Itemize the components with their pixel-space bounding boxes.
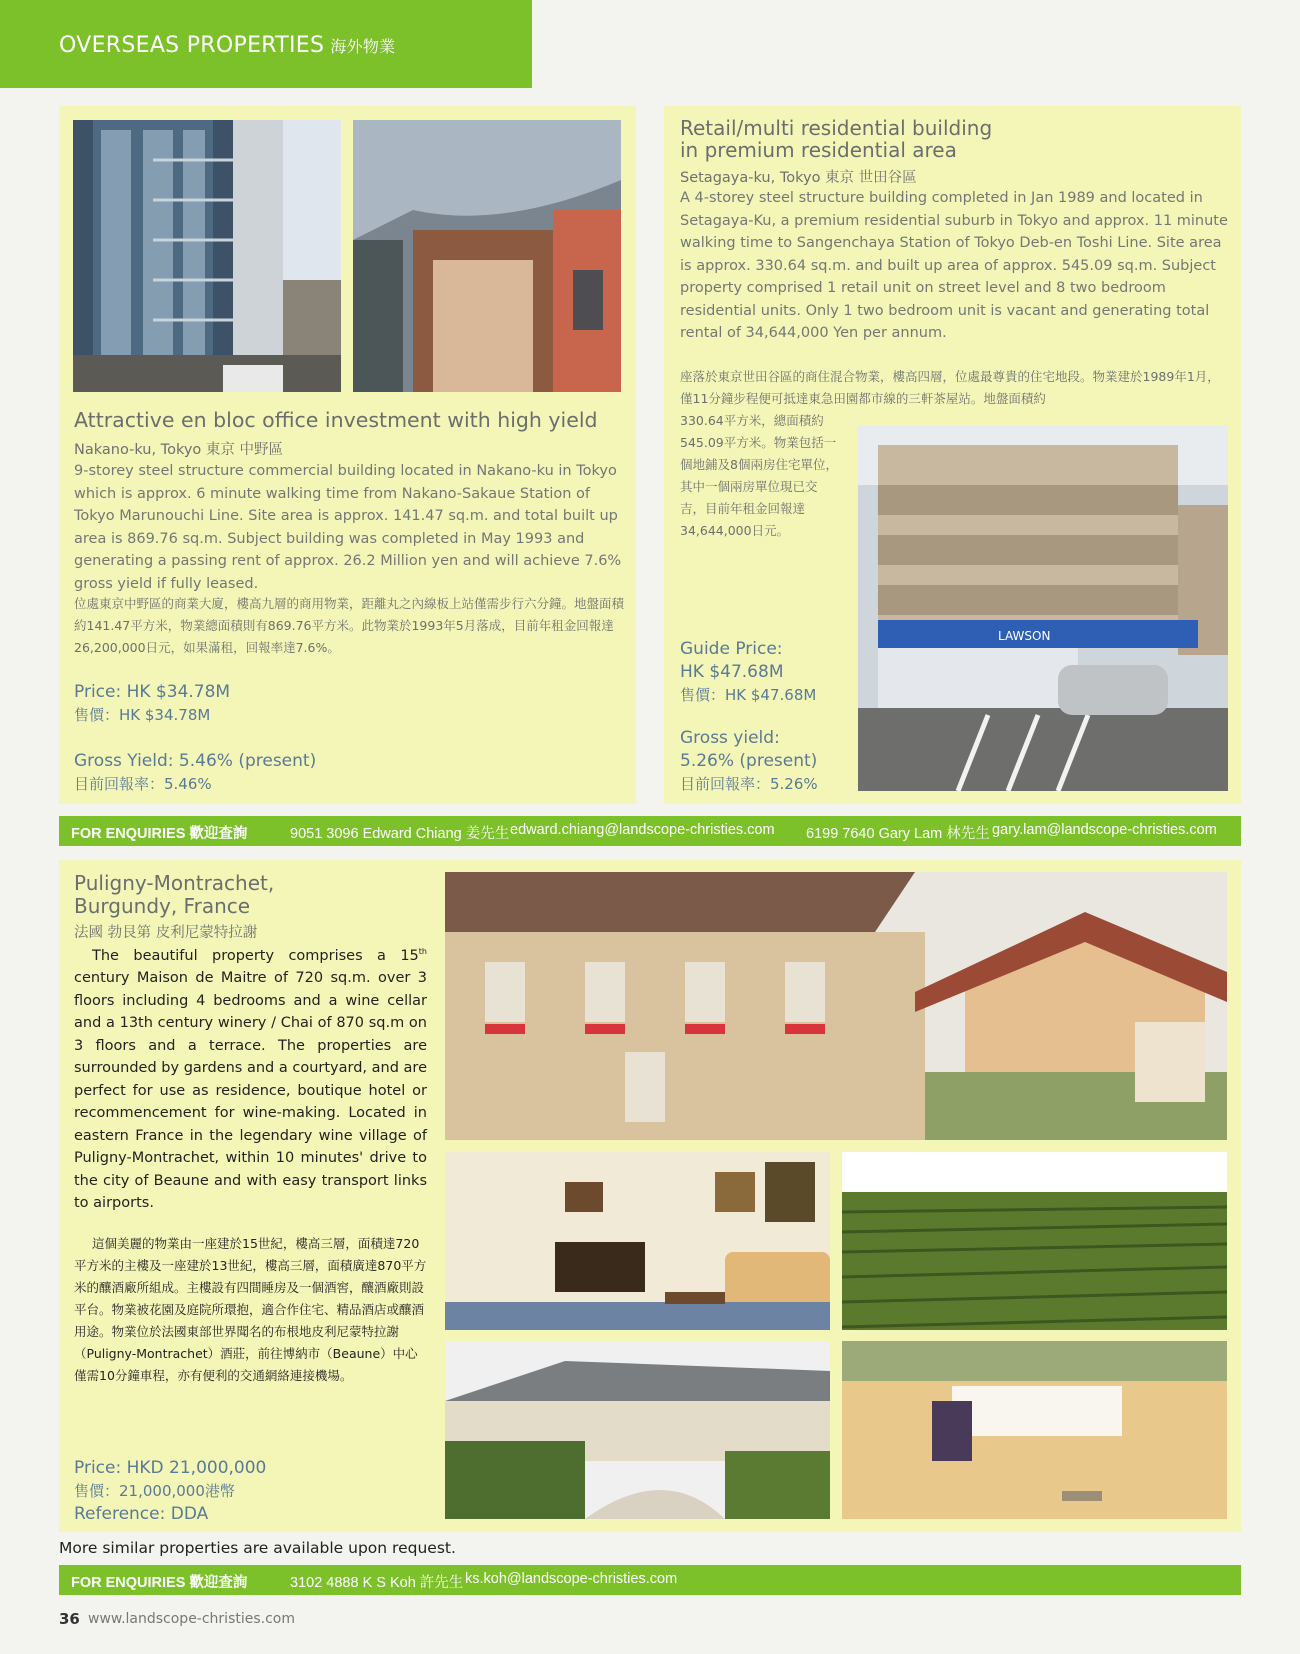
guide-price-zh: 售價：HK $47.68M [680, 686, 817, 704]
listing-description: The beautiful property comprises a 15th century Maison de Maitre of 720 sq.m. over 3 floors including 4 bedrooms and a wine cellar and a 13th century winery / Chai of 870 sq.m on 3 floors and a terrace. The properties are surrounded by gardens and a courtyard, and are perfect for use as residence, boutique hotel or recommencement for wine-making. Located in eastern France in the legendary wine village of Puligny-Montrachet, within 10 minutes' drive to the city of Beaune and with easy transport links to airports. [74, 947, 427, 1212]
contact-phone: 9051 3096 Edward Chiang 姜先生 [290, 826, 510, 842]
enquiry-bar-france [59, 1565, 1241, 1595]
courtyard-photo [445, 1341, 830, 1519]
listing-yield-zh: 目前回報率：5.46% [74, 775, 212, 793]
manor-house-photo [445, 872, 1227, 1140]
section-title-zh: 海外物業 [330, 37, 396, 56]
listing-title-line1: Puligny-Montrachet, [74, 871, 275, 895]
garden-table-photo [842, 1341, 1227, 1519]
listing-description: 9-storey steel structure commercial building located in Nakano-ku in Tokyo which is approx. 6 minute walking time from Nakano-Sakaue Station of Tokyo Marunouchi Line. Site area is approx. 141.47 sq.m. and total built up area is 869.76 sq.m. Subject building was completed in May 1993 and generating a passing rent of approx. 26.2 Million yen and will achieve 7.6% gross yield if fully leased. [74, 463, 622, 592]
section-title [59, 33, 395, 58]
enquiry-label: FOR ENQUIRIES 歡迎查詢 [71, 826, 248, 842]
contact-phone: 3102 4888 K S Koh 許先生 [290, 1575, 464, 1591]
more-properties-note: More similar properties are available upon request. [59, 1539, 456, 1557]
listing-title-line2: Burgundy, France [74, 894, 251, 918]
section-header [0, 0, 532, 88]
listing-title-line1: Retail/multi residential building [680, 116, 993, 140]
living-room-photo [445, 1152, 830, 1330]
enquiry-label: FOR ENQUIRIES 歡迎查詢 [71, 1575, 248, 1591]
website-link[interactable]: www.landscope-christies.com [88, 1611, 295, 1627]
listing-description-zh: 位處東京中野區的商業大廈，樓高九層的商用物業，距離丸之內線板上站僅需步行六分鐘。地盤面積約141.47平方米，物業總面積則有869.76平方米。此物業於1993年5月落成，目前年租金回報達26,200,000日元，如果滿租，回報率達7.6%。 [74, 596, 625, 655]
yield-label: Gross yield: [680, 728, 780, 748]
listing-yield-zh: 目前回報率：5.26% [680, 775, 818, 793]
office-tower-photo [73, 120, 341, 392]
listing-title [74, 872, 274, 918]
listing-description-zh: 座落於東京世田谷區的商住混合物業，樓高四層，位處最尊貴的住宅地段。物業建於1989年1月，僅11分鐘步程便可抵達東急田園都市線的三軒茶屋站。地盤面積約 [680, 369, 1220, 406]
contact-email-link[interactable]: edward.chiang@landscope-christies.com [510, 822, 775, 838]
store-sign-text: LAWSON [998, 629, 1051, 643]
listing-price: Price: HKD 21,000,000 [74, 1458, 267, 1478]
listing-reference: Reference: DDA [74, 1504, 209, 1524]
listing-france [59, 860, 1241, 1532]
guide-price-label: Guide Price: [680, 639, 783, 659]
listing-location-zh: 法國 勃艮第 皮利尼蒙特拉謝 [74, 925, 258, 941]
listing-location: Setagaya-ku, Tokyo 東京 世田谷區 [680, 170, 917, 186]
contact-email-link[interactable]: ks.koh@landscope-christies.com [465, 1571, 678, 1587]
apartment-building-photo [858, 425, 1228, 791]
listing-tokyo-office [59, 106, 636, 804]
section-title-en: OVERSEAS PROPERTIES [59, 33, 325, 58]
listing-yield: 5.26% (present) [680, 751, 818, 771]
guide-price: HK $47.68M [680, 662, 784, 682]
listing-title: Attractive en bloc office investment with high yield [74, 408, 598, 432]
listing-yield: Gross Yield: 5.46% (present) [74, 751, 317, 771]
office-entrance-photo [353, 120, 621, 392]
listing-setagaya [664, 106, 1241, 804]
contact-email-link[interactable]: gary.lam@landscope-christies.com [992, 822, 1217, 838]
vineyard-photo [842, 1152, 1227, 1330]
enquiry-bar-tokyo [59, 816, 1241, 846]
listing-title [680, 117, 992, 161]
listing-price: Price: HK $34.78M [74, 682, 231, 702]
listing-description: A 4-storey steel structure building completed in Jan 1989 and located in Setagaya-Ku, a premium residential suburb in Tokyo and approx. 11 minute walking time to Sangenchaya Station of Tokyo Deb-en Toshi Line. Site area is approx. 330.64 sq.m. and built up area of approx. 545.09 sq.m. Subject property comprised 1 retail unit on street level and 8 two bedroom residential units. Only 1 two bedroom unit is vacant and generating total rental of 34,644,000 Yen per annum. [680, 190, 1228, 341]
page-number: 36 [59, 1610, 80, 1628]
listing-description-zh-side: 330.64平方米，總面積約545.09平方米。物業包括一個地鋪及8個兩房住宅單位，其中一個兩房單位現已交吉，目前年租金回報達34,644,000日元。 [680, 413, 838, 538]
contact-phone: 6199 7640 Gary Lam 林先生 [806, 826, 990, 842]
listing-description-zh: 這個美麗的物業由一座建於15世紀，樓高三層，面積達720平方米的主樓及一座建於13世紀，樓高三層，面積廣達870平方米的釀酒廠所組成。主樓設有四間睡房及一個酒窖，釀酒廠則設平台。物業被花園及庭院所環抱，適合作住宅、精品酒店或釀酒用途。物業位於法國東部世界聞名的布根地皮利尼蒙特拉謝（Puligny-Montrachet）酒莊，前往博納市（Beaune）中心僅需10分鐘車程，亦有便利的交通網絡連接機場。 [74, 1236, 427, 1383]
listing-location: Nakano-ku, Tokyo 東京 中野區 [74, 442, 283, 458]
listing-price-zh: 售價：HK $34.78M [74, 706, 211, 724]
listing-title-line2: in premium residential area [680, 138, 957, 162]
listing-price-zh: 售價：21,000,000港幣 [74, 1482, 235, 1500]
